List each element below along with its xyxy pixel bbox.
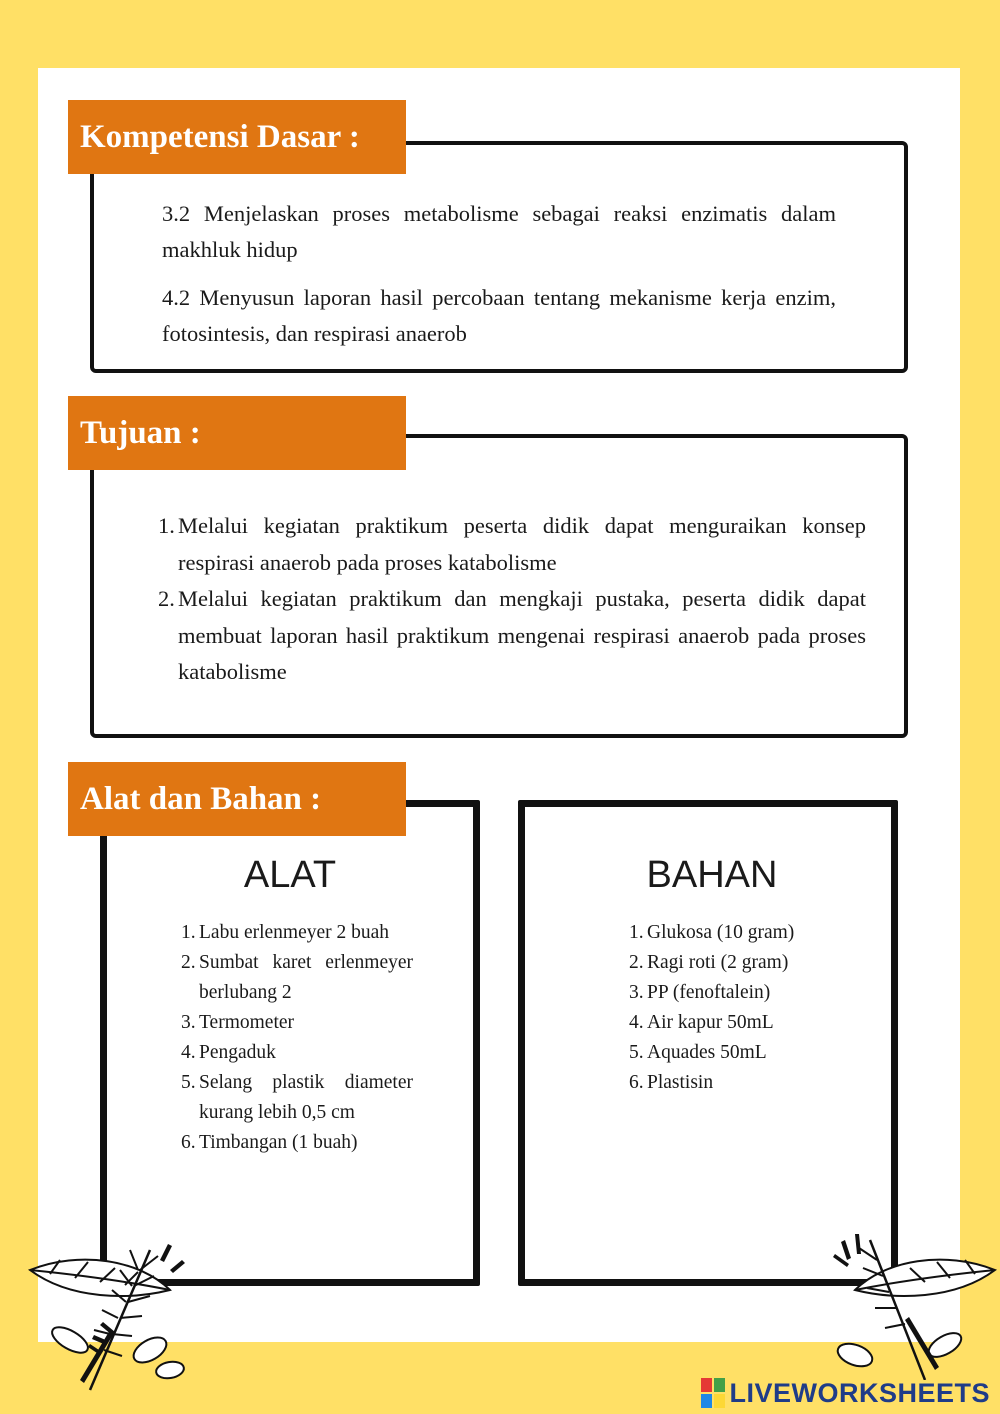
list-text: Ragi roti (2 gram) [647,952,789,973]
list-item [629,978,869,1008]
list-number: 1. [181,922,196,943]
kompetensi-item-2: 4.2 Menyusun laporan hasil percobaan tentang mekanisme kerja enzim, fotosintesis, dan respirasi anaerob [162,285,836,346]
list-item [181,1128,413,1158]
list-item [629,918,869,948]
list-text: Selang plastik diameter kurang lebih 0,5 cm [199,1072,413,1123]
list-number: 6. [629,1072,644,1093]
list-item [181,1038,413,1068]
list-text: Plastisin [647,1072,714,1093]
list-text: Glukosa (10 gram) [647,922,795,943]
tujuan-title: Tujuan : [68,396,406,470]
list-text: Labu erlenmeyer 2 buah [199,922,390,943]
list-text: Sumbat karet erlenmeyer berlubang 2 [199,952,413,1003]
list-text: Melalui kegiatan praktikum peserta didik dapat menguraikan konsep respirasi anaerob pada proses katabolisme [178,513,866,575]
liveworksheets-logo [701,1376,990,1410]
list-text: Aquades 50mL [647,1042,767,1063]
liveworksheets-mark-icon [701,1378,725,1408]
list-item [629,1038,869,1068]
list-text: Timbangan (1 buah) [199,1132,358,1153]
leaf-decoration-right-icon [815,1230,1000,1380]
list-number: 6. [181,1132,196,1153]
list-item [181,948,413,1008]
list-number: 4. [181,1042,196,1063]
list-item [629,1068,869,1098]
list-number: 2. [181,952,196,973]
list-item [181,1068,413,1128]
list-number: 4. [629,1012,644,1033]
list-text: Termometer [199,1012,295,1033]
list-text: Melalui kegiatan praktikum dan mengkaji pustaka, peserta didik dapat membuat laporan hasil praktikum mengenai respirasi anaerob pada proses katabolisme [178,586,866,684]
list-number: 1. [629,922,644,943]
list-text: PP (fenoftalein) [647,982,771,1003]
kompetensi-item-1: 3.2 Menjelaskan proses metabolisme sebagai reaksi enzimatis dalam makhluk hidup [162,201,836,262]
list-item [181,1008,413,1038]
list-number: 3. [629,982,644,1003]
bahan-heading: BAHAN [646,854,778,896]
list-item [158,508,866,581]
list-number: 2. [629,952,644,973]
list-number: 2. [158,586,175,611]
list-item [629,1008,869,1038]
alat-list [181,918,413,1158]
list-number: 5. [629,1042,644,1063]
leaf-decoration-left-icon [20,1230,210,1400]
list-text: Pengaduk [199,1042,276,1063]
list-number: 5. [181,1072,196,1093]
bahan-list [629,918,869,1098]
liveworksheets-text: LIVEWORKSHEETS [729,1377,990,1408]
list-number: 1. [158,513,175,538]
list-item [629,948,869,978]
tujuan-list [158,508,866,691]
list-text: Air kapur 50mL [647,1012,774,1033]
alat-bahan-title: Alat dan Bahan : [68,762,406,836]
alat-heading: ALAT [243,854,337,896]
list-item [181,918,413,948]
list-item [158,581,866,691]
kompetensi-title: Kompetensi Dasar : [68,100,406,174]
list-number: 3. [181,1012,196,1033]
